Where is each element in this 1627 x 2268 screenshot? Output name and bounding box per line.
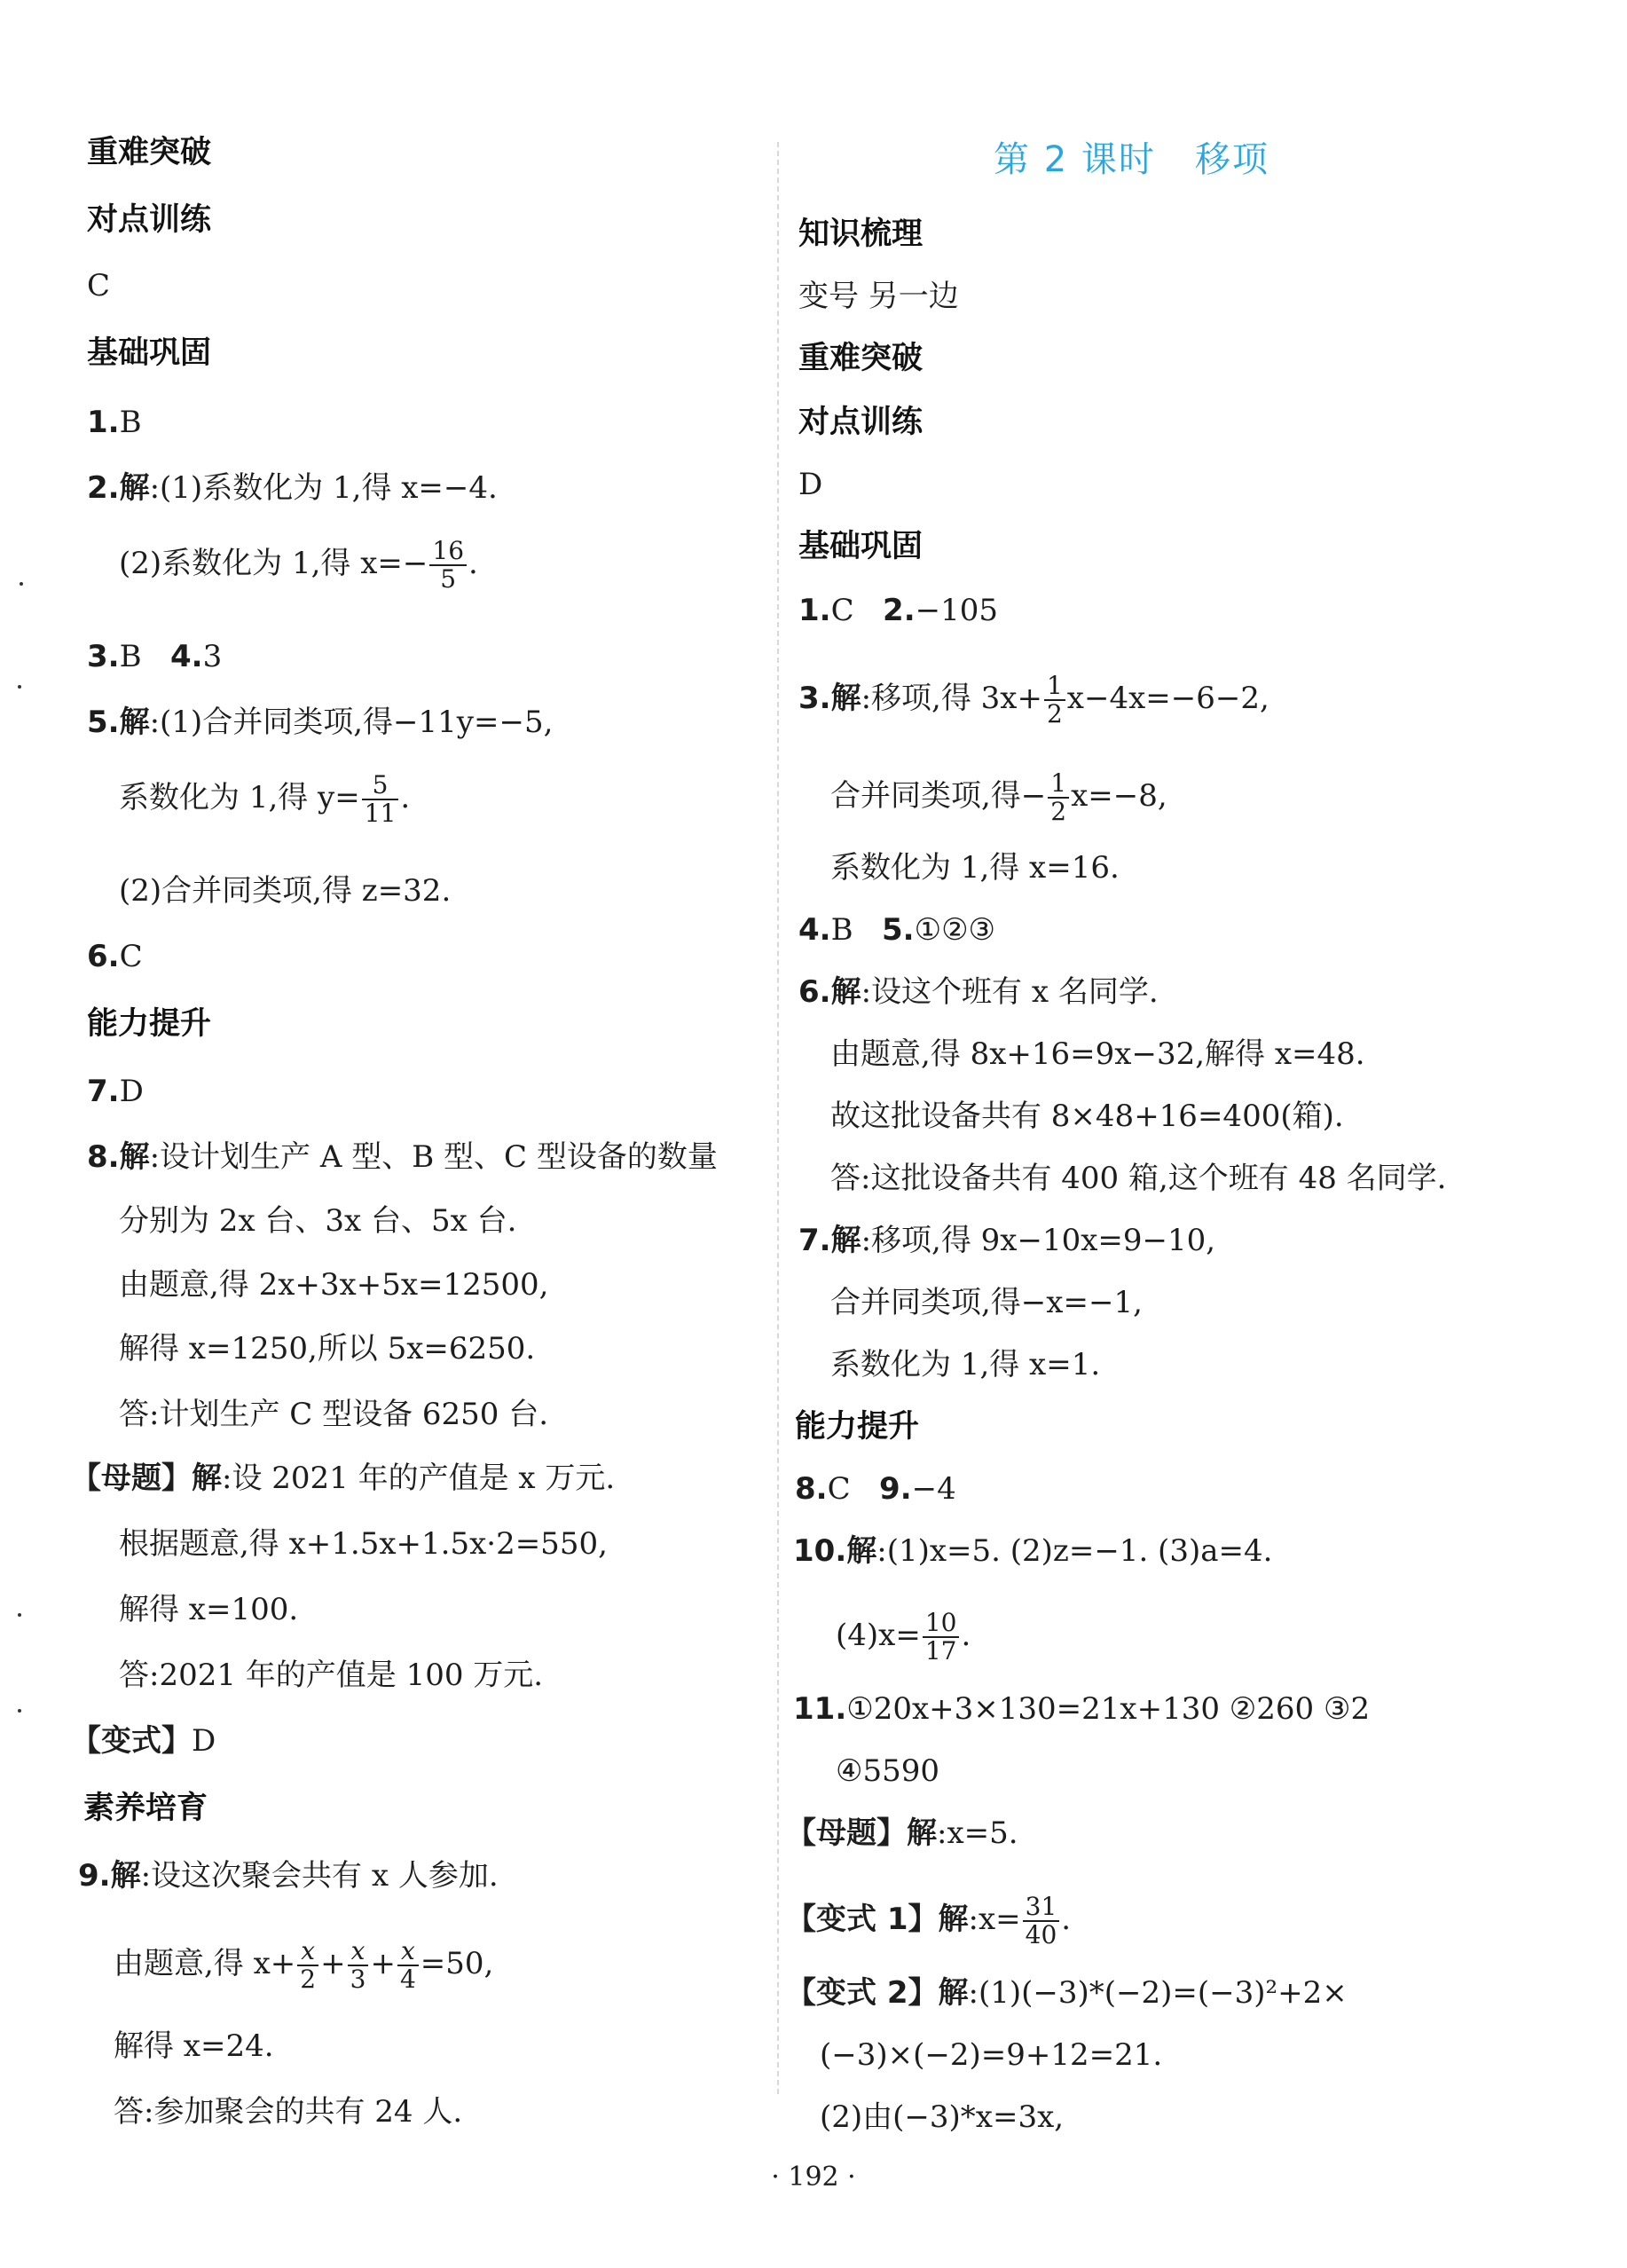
solution-tag: 解: [846, 1533, 877, 1569]
numerator: 16: [429, 538, 467, 566]
answer-text: −4: [911, 1471, 956, 1507]
solution-text: 合并同类项,得−: [830, 778, 1047, 814]
question-number: 4.: [170, 639, 203, 674]
question-number: 7.: [798, 1223, 831, 1258]
solution-tag: 解: [907, 1815, 937, 1851]
answer-text: D: [192, 1723, 216, 1759]
section-heading: 基础巩固: [87, 335, 212, 371]
solution-line: (2)合并同类项,得 z=32.: [119, 873, 452, 909]
denominator: 2: [1046, 699, 1063, 728]
answer-text: 变号 另一边: [798, 279, 959, 314]
solution-text: =50,: [420, 1946, 494, 1981]
fraction: [1044, 673, 1065, 728]
lesson-topic: 移项: [1195, 139, 1270, 180]
solution-text: +: [370, 1946, 396, 1981]
mother-problem: [71, 1461, 615, 1496]
solution-tag: 解: [192, 1461, 222, 1496]
answer-text: B: [119, 405, 142, 440]
question-9: [78, 1858, 499, 1894]
variant-problem: [71, 1723, 216, 1759]
denominator: 3: [350, 1965, 366, 1994]
solution-text: .: [1061, 1902, 1072, 1937]
answer-text: C: [827, 1471, 851, 1507]
question-8-9: [795, 1471, 956, 1507]
solution-tag: 解: [119, 1139, 150, 1175]
numerator: 31: [1023, 1894, 1060, 1922]
solution-line: 系数化为 1,得 x=16.: [830, 850, 1120, 886]
problem-tag: 【母题】: [786, 1815, 907, 1851]
denominator: 40: [1025, 1920, 1057, 1949]
question-number: 7.: [87, 1074, 120, 1109]
solution-text: .: [400, 780, 411, 815]
denominator: 17: [924, 1636, 957, 1666]
mother-problem: [786, 1815, 1018, 1851]
solution-tag: 解: [110, 1858, 141, 1894]
solution-text: (4)x=: [836, 1618, 921, 1653]
question-number: 6.: [798, 974, 831, 1010]
solution-line: :x=5.: [937, 1815, 1018, 1851]
question-11: [793, 1691, 1370, 1727]
question-number: 9.: [78, 1858, 111, 1894]
question-number: 10.: [793, 1533, 847, 1569]
solution-text: :移项,得 3x+: [861, 681, 1042, 716]
fraction: [348, 1938, 369, 1993]
solution-line: :(1)合并同类项,得−11y=−5,: [149, 705, 554, 740]
solution-line: (−3)×(−2)=9+12=21.: [820, 2037, 1163, 2073]
solution-line: 答:这批设备共有 400 箱,这个班有 48 名同学.: [830, 1161, 1447, 1196]
solution-line: :(1)系数化为 1,得 x=−4.: [149, 470, 498, 506]
solution-line: ④5590: [836, 1753, 940, 1789]
question-number: 4.: [798, 912, 831, 948]
question-number: 8.: [795, 1471, 828, 1507]
section-heading: 重难突破: [798, 341, 924, 376]
question-3: [798, 673, 1269, 728]
solution-line: 由题意,得 8x+16=9x−32,解得 x=48.: [830, 1036, 1365, 1072]
solution-tag: 解: [119, 470, 150, 506]
numerator: 5: [362, 772, 399, 800]
solution-line: :设这次聚会共有 x 人参加.: [140, 1858, 499, 1894]
question-number: 3.: [798, 681, 831, 716]
solution-line: [119, 772, 410, 827]
solution-text: .: [961, 1618, 971, 1653]
section-heading: 对点训练: [798, 405, 924, 440]
question-number: 5.: [87, 705, 120, 740]
answer-text: B: [119, 639, 142, 674]
scan-speck: [18, 685, 21, 689]
problem-tag: 【母题】: [71, 1461, 192, 1496]
solution-tag: 解: [830, 1223, 861, 1258]
solution-line: [830, 770, 1167, 825]
section-heading: 基础巩固: [798, 529, 924, 564]
solution-line: [114, 1938, 493, 1993]
solution-line: :设这个班有 x 名同学.: [861, 974, 1159, 1010]
question-number: 3.: [87, 639, 120, 674]
fraction: [1048, 770, 1069, 825]
question-number: 6.: [87, 939, 120, 974]
solution-line: 故这批设备共有 8×48+16=400(箱).: [830, 1099, 1344, 1134]
solution-text: (2)系数化为 1,得 x=−: [119, 546, 428, 581]
question-2: [87, 470, 498, 506]
question-number: 8.: [87, 1139, 120, 1175]
denominator: 4: [399, 1965, 416, 1994]
section-heading: 能力提升: [795, 1409, 920, 1445]
denominator: 2: [300, 1965, 317, 1994]
lesson-number: 第 2 课时: [994, 139, 1156, 180]
solution-text: +: [320, 1946, 346, 1981]
question-3-4: [87, 639, 222, 674]
section-heading: 重难突破: [87, 135, 212, 170]
question-number: 5.: [882, 912, 915, 948]
solution-line: ①20x+3×130=21x+130 ②260 ③2: [846, 1691, 1371, 1727]
question-7: [798, 1223, 1215, 1258]
denominator: 5: [440, 564, 457, 594]
scan-speck: [20, 582, 23, 586]
question-6: [798, 974, 1159, 1010]
numerator: x: [348, 1938, 369, 1966]
solution-text: 系数化为 1,得 y=: [119, 780, 360, 815]
answer-text: C: [119, 939, 143, 974]
solution-text: .: [468, 546, 478, 581]
solution-line: 答:参加聚会的共有 24 人.: [114, 2094, 463, 2130]
question-1-2: [798, 593, 998, 628]
solution-line: 答:计划生产 C 型设备 6250 台.: [119, 1397, 549, 1432]
solution-tag: 解: [938, 1902, 969, 1937]
question-6: [87, 939, 143, 974]
solution-text: :x=: [968, 1902, 1021, 1937]
solution-line: 合并同类项,得−x=−1,: [830, 1285, 1143, 1320]
solution-line: :设计划生产 A 型、B 型、C 型设备的数量: [149, 1139, 718, 1175]
solution-tag: 解: [938, 1975, 969, 2011]
answer-text: −105: [915, 593, 998, 628]
answer-text: D: [798, 467, 823, 502]
solution-line: [836, 1610, 971, 1665]
problem-tag: 【变式】: [71, 1723, 192, 1759]
problem-tag: 【变式 1】: [786, 1902, 939, 1937]
solution-line: 分别为 2x 台、3x 台、5x 台.: [119, 1203, 517, 1239]
numerator: x: [297, 1938, 318, 1966]
solution-line: :移项,得 9x−10x=9−10,: [861, 1223, 1216, 1258]
section-heading: 对点训练: [87, 202, 212, 238]
question-number: 9.: [879, 1471, 912, 1507]
page-number: · 192 ·: [771, 2162, 856, 2193]
lesson-title: [994, 139, 1270, 180]
question-number: 11.: [793, 1691, 847, 1727]
solution-line: :(1)(−3)*(−2)=(−3)²+2×: [968, 1975, 1348, 2011]
section-heading: 知识梳理: [798, 217, 924, 252]
solution-line: 解得 x=100.: [119, 1592, 299, 1627]
solution-line: 解得 x=24.: [114, 2028, 274, 2064]
question-7: [87, 1074, 144, 1109]
problem-tag: 【变式 2】: [786, 1975, 939, 2011]
solution-text: 由题意,得 x+: [114, 1946, 296, 1981]
denominator: 11: [364, 799, 397, 828]
question-4-5: [798, 912, 995, 948]
fraction: [1023, 1894, 1060, 1949]
answer-text: B: [830, 912, 853, 948]
variant-problem-1: [786, 1894, 1071, 1949]
section-heading: 素养培育: [83, 1791, 208, 1826]
scan-speck: [18, 1709, 21, 1713]
fraction: [297, 1938, 318, 1993]
column-divider: [777, 142, 779, 2094]
numerator: 10: [923, 1610, 960, 1638]
question-8: [87, 1139, 718, 1175]
answer-text: C: [87, 268, 111, 303]
question-1: [87, 405, 142, 440]
solution-line: :设 2021 年的产值是 x 万元.: [222, 1461, 616, 1496]
solution-line: 由题意,得 2x+3x+5x=12500,: [119, 1267, 549, 1303]
numerator: x: [397, 1938, 419, 1966]
solution-line: 系数化为 1,得 x=1.: [830, 1347, 1101, 1382]
solution-tag: 解: [119, 705, 150, 740]
solution-line: :(1)x=5. (2)z=−1. (3)a=4.: [876, 1533, 1273, 1569]
solution-text: x−4x=−6−2,: [1066, 681, 1269, 716]
question-5: [87, 705, 553, 740]
solution-line: 根据题意,得 x+1.5x+1.5x·2=550,: [119, 1526, 608, 1562]
question-number: 1.: [798, 593, 831, 628]
answer-text: 3: [202, 639, 223, 674]
answer-text: D: [119, 1074, 144, 1109]
fraction: [429, 538, 467, 593]
variant-problem-2: [786, 1975, 1348, 2011]
solution-line: (2)由(−3)*x=3x,: [820, 2099, 1065, 2135]
solution-text: x=−8,: [1071, 778, 1167, 814]
numerator: 1: [1048, 770, 1069, 799]
answer-text: C: [830, 593, 854, 628]
question-number: 2.: [883, 593, 916, 628]
question-10: [793, 1533, 1272, 1569]
question-number: 2.: [87, 470, 120, 506]
denominator: 2: [1050, 797, 1067, 826]
fraction: [397, 1938, 419, 1993]
question-number: 1.: [87, 405, 120, 440]
scan-speck: [18, 1613, 21, 1617]
solution-tag: 解: [830, 681, 861, 716]
solution-line: [119, 538, 478, 593]
solution-line: 答:2021 年的产值是 100 万元.: [119, 1658, 544, 1693]
fraction: [923, 1610, 960, 1665]
solution-tag: 解: [830, 974, 861, 1010]
solution-line: 解得 x=1250,所以 5x=6250.: [119, 1331, 536, 1366]
section-heading: 能力提升: [87, 1006, 212, 1042]
answer-text: ①②③: [914, 912, 996, 948]
numerator: 1: [1044, 673, 1065, 701]
fraction: [362, 772, 399, 827]
